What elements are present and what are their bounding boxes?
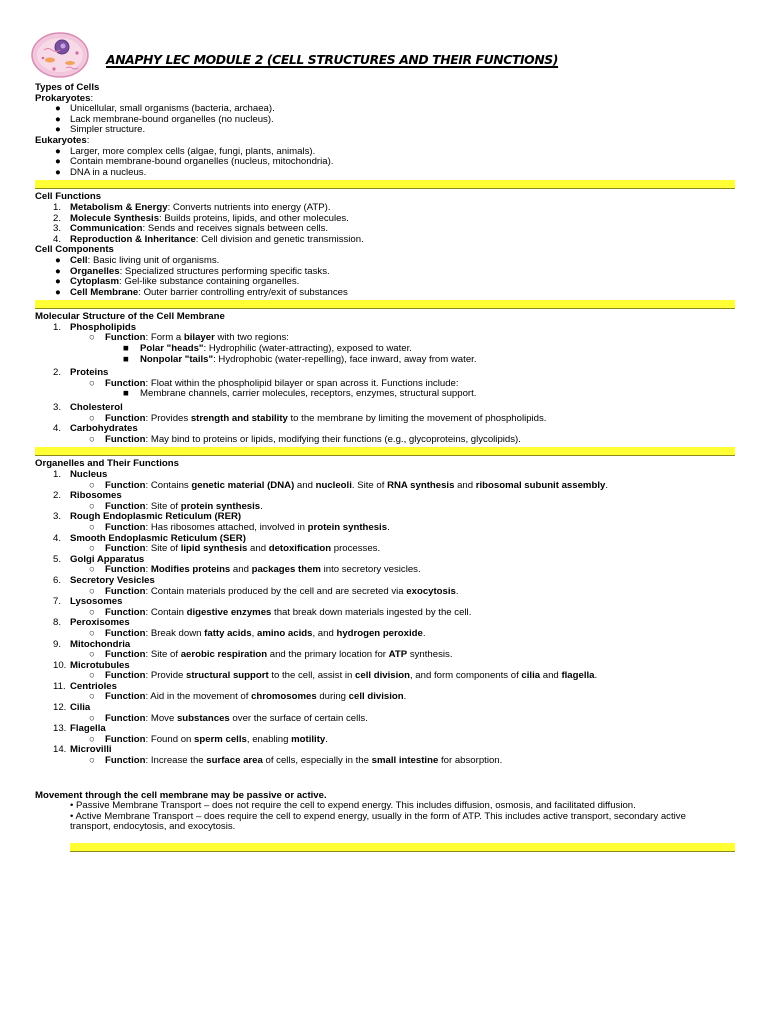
highlight-divider [35, 180, 735, 189]
organelle-name-item: 1. Nucleus [53, 469, 108, 480]
organelle-name-item: 11. Centrioles [53, 680, 117, 692]
list-item: ● Contain membrane-bound organelles (nucleus, mitochondria). [55, 156, 334, 168]
section-heading-movement: Movement through the cell membrane may be passive or active. [35, 789, 327, 801]
organelle-name-item: 7. Lysosomes [53, 596, 123, 608]
list-item: 3. Cholesterol [53, 402, 123, 414]
organelle-function-item: ○ Function: Aid in the movement of chromosomes during cell division. [89, 691, 407, 703]
organelle-name-item: 13. Flagella [53, 723, 106, 735]
list-item: 1. Metabolism & Energy: Converts nutrients into energy (ATP). [53, 201, 331, 213]
list-item: • Active Membrane Transport – does require the cell to expend energy, usually in the form of ATP. This includes active transport, secondary active transport, endocytosis, and exocytosis. [70, 810, 686, 833]
organelle-name-item: 4. Smooth Endoplasmic Reticulum (SER) [53, 532, 246, 544]
eukaryotes-label-line: Eukaryotes: [35, 134, 90, 146]
organelle-function-item: ○ Function: Modifies proteins and packages them into secretory vesicles. [89, 564, 421, 576]
section-heading-cell-functions: Cell Functions [35, 191, 102, 203]
organelle-name-item: 6. Secretory Vesicles [53, 574, 155, 586]
document-body [35, 83, 735, 855]
document-header [30, 30, 750, 80]
list-item: 4. Reproduction & Inheritance: Cell division and genetic transmission. [53, 233, 364, 245]
list-item: ■ Membrane channels, carrier molecules, receptors, enzymes, structural support. [123, 388, 477, 400]
list-item: ● Simpler structure. [55, 124, 146, 136]
list-item: 2. Molecule Synthesis: Builds proteins, lipids, and other molecules. [53, 212, 349, 224]
list-item: ○ Function: May bind to proteins or lipids, modifying their functions (e.g., glycoproteins, glycolipids). [89, 433, 521, 445]
organelle-name-item: 5. Golgi Apparatus [53, 553, 145, 565]
organelle-list [35, 470, 735, 767]
highlight-divider [35, 447, 735, 456]
list-item: 4. Carbohydrates [53, 423, 138, 435]
list-item: 2. Proteins [53, 367, 109, 379]
organelle-function-item: ○ Function: Found on sperm cells, enabling motility. [89, 733, 328, 745]
organelle-name-item: 14. Microvilli [53, 744, 112, 756]
cell-illustration-icon [30, 30, 94, 80]
organelle-function-item: ○ Function: Move substances over the surface of certain cells. [89, 712, 368, 724]
list-item: ■ Nonpolar "tails": Hydrophobic (water-repelling), face inward, away from water. [123, 353, 477, 365]
list-item: ○ Function: Provides strength and stability to the membrane by limiting the movement of phospholipids. [89, 412, 547, 424]
highlight-divider [35, 300, 735, 309]
list-item: ● Larger, more complex cells (algae, fungi, plants, animals). [55, 145, 316, 157]
list-item: ● Cell: Basic living unit of organisms. [55, 254, 220, 266]
list-item: ● Organelles: Specialized structures performing specific tasks. [55, 265, 330, 277]
list-item: 1. Phospholipids [53, 321, 137, 333]
list-item: ● DNA in a nucleus. [55, 166, 147, 178]
section-heading-organelles: Organelles and Their Functions [35, 458, 179, 470]
organelle-function-item: ○ Function: Has ribosomes attached, involved in protein synthesis. [89, 521, 390, 533]
organelle-function-item: ○ Function: Provide structural support to the cell, assist in cell division, and form components of cilia and flagella. [89, 670, 598, 682]
organelle-function-item: ○ Function: Increase the surface area of cells, especially in the small intestine for absorption. [89, 755, 503, 767]
organelle-name-item: 8. Peroxisomes [53, 617, 130, 629]
page-title: ANAPHY LEC MODULE 2 (CELL STRUCTURES AND THEIR FUNCTIONS) [106, 52, 559, 67]
list-item: ● Lack membrane-bound organelles (no nucleus). [55, 113, 274, 125]
eukaryotes-label: Eukaryotes [35, 134, 87, 146]
prokaryotes-label: Prokaryotes [35, 92, 91, 104]
organelle-function-item: ○ Function: Break down fatty acids, amino acids, and hydrogen peroxide. [89, 627, 426, 639]
organelle-name-item: 2. Ribosomes [53, 490, 122, 502]
organelle-name-item: 12. Cilia [53, 702, 91, 714]
organelle-function-item: ○ Function: Site of aerobic respiration and the primary location for ATP synthesis. [89, 649, 453, 661]
list-item: • Passive Membrane Transport – does not require the cell to expend energy. This includes diffusion, osmosis, and facilitated diffusion. [70, 800, 636, 812]
organelle-function-item: ○ Function: Contain materials produced by the cell and are secreted via exocytosis. [89, 585, 459, 597]
organelle-name-item: 10. Microtubules [53, 659, 130, 671]
section-heading-membrane: Molecular Structure of the Cell Membrane [35, 311, 225, 323]
organelle-function-item: ○ Function: Contains genetic material (DNA) and nucleoli. Site of RNA synthesis and ribosomal subunit assembly. [89, 479, 608, 491]
organelle-name-item: 3. Rough Endoplasmic Reticulum (RER) [53, 511, 242, 523]
list-item: ■ Polar "heads": Hydrophilic (water-attracting), exposed to water. [123, 343, 412, 355]
list-item: ● Unicellular, small organisms (bacteria, archaea). [55, 103, 275, 115]
organelle-function-item: ○ Function: Site of lipid synthesis and detoxification processes. [89, 543, 381, 555]
section-heading-cell-components: Cell Components [35, 244, 114, 256]
organelle-function-item: ○ Function: Contain digestive enzymes that break down materials ingested by the cell. [89, 606, 472, 618]
list-item: 3. Communication: Sends and receives signals between cells. [53, 223, 329, 235]
list-item: ● Cell Membrane: Outer barrier controlling entry/exit of substances [55, 286, 348, 298]
list-item: ○ Function: Form a bilayer with two regions: [89, 332, 289, 344]
prokaryotes-label-line: Prokaryotes: [35, 92, 94, 104]
list-item: ○ Function: Float within the phospholipid bilayer or span across it. Functions include: [89, 377, 459, 389]
highlight-divider [70, 843, 735, 852]
list-item: ● Cytoplasm: Gel-like substance containing organelles. [55, 276, 300, 288]
section-heading-types-of-cells: Types of Cells [35, 82, 100, 93]
organelle-name-item: 9. Mitochondria [53, 638, 131, 650]
organelle-function-item: ○ Function: Site of protein synthesis. [89, 500, 263, 512]
